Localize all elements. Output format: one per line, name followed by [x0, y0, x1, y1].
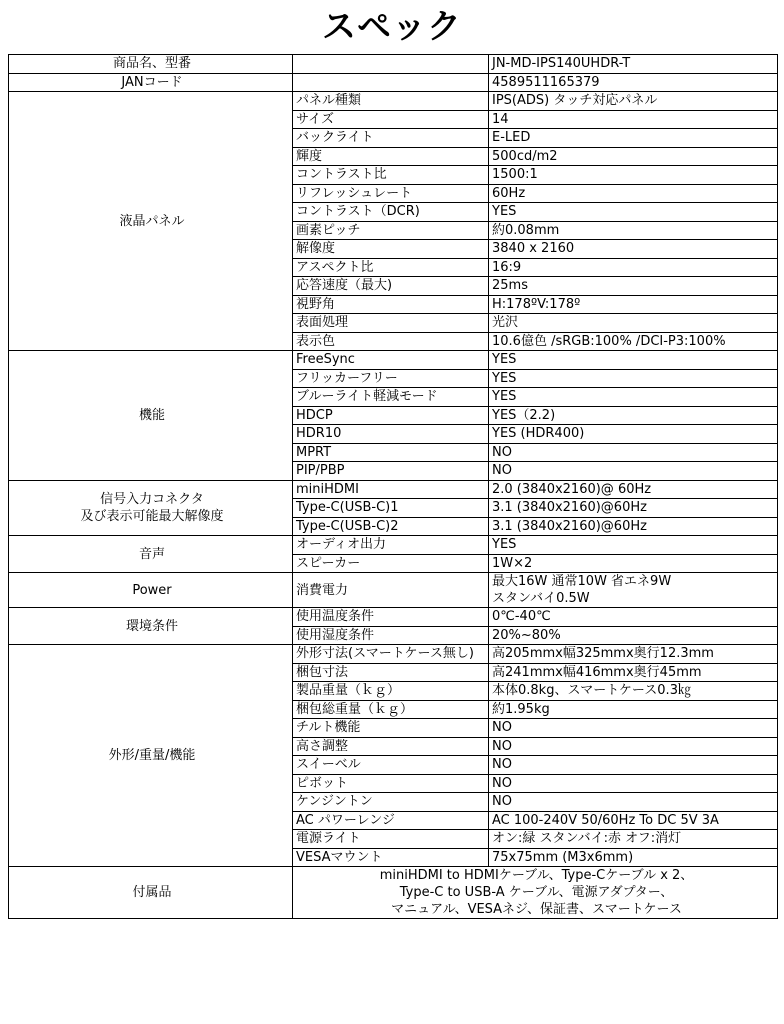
- spec-value: 1W×2: [489, 554, 778, 573]
- spec-key: バックライト: [293, 129, 489, 148]
- spec-value: 25ms: [489, 277, 778, 296]
- power-value-line1: 最大16W 通常10W 省エネ9W: [492, 574, 672, 589]
- spec-key: miniHDMI: [293, 480, 489, 499]
- spec-key: VESAマウント: [293, 848, 489, 867]
- spec-value: E-LED: [489, 129, 778, 148]
- inputs-label-line1: 信号入力コネクタ: [100, 491, 204, 507]
- spec-value: NO: [489, 462, 778, 481]
- spec-key: FreeSync: [293, 351, 489, 370]
- table-row: [9, 73, 778, 92]
- spec-value: 3.1 (3840x2160)@60Hz: [489, 517, 778, 536]
- spec-value: 1500:1: [489, 166, 778, 185]
- model-empty-cell: [293, 55, 489, 74]
- spec-value: オン:緑 スタンバイ:赤 オフ:消灯: [489, 830, 778, 849]
- accessories-line1: miniHDMI to HDMIケーブル、Type-Cケーブル x 2、: [379, 868, 694, 883]
- spec-key: 使用温度条件: [293, 608, 489, 627]
- table-row: [9, 645, 778, 664]
- spec-key: スイーベル: [293, 756, 489, 775]
- jan-value: 4589511165379: [489, 73, 778, 92]
- spec-key: 応答速度（最大): [293, 277, 489, 296]
- spec-value: YES: [489, 536, 778, 555]
- inputs-label-line2: 及び表示可能最大解像度: [80, 508, 224, 524]
- power-value-line2: スタンバイ0.5W: [492, 591, 590, 606]
- accessories-value: [293, 867, 778, 919]
- spec-key: 使用湿度条件: [293, 626, 489, 645]
- spec-value: NO: [489, 719, 778, 738]
- spec-key: パネル種類: [293, 92, 489, 111]
- accessories-section-label: 付属品: [9, 867, 293, 919]
- accessories-line3: マニュアル、VESAネジ、保証書、スマートケース: [391, 902, 682, 917]
- table-row: [9, 92, 778, 111]
- spec-value: 3.1 (3840x2160)@60Hz: [489, 499, 778, 518]
- spec-value: NO: [489, 737, 778, 756]
- spec-value: 2.0 (3840x2160)@ 60Hz: [489, 480, 778, 499]
- spec-value: 0℃-40℃: [489, 608, 778, 627]
- spec-value: 500cd/m2: [489, 147, 778, 166]
- spec-value: AC 100-240V 50/60Hz To DC 5V 3A: [489, 811, 778, 830]
- spec-value: NO: [489, 774, 778, 793]
- spec-value: YES (HDR400): [489, 425, 778, 444]
- environment-section-label: 環境条件: [9, 608, 293, 645]
- spec-value: YES（2.2): [489, 406, 778, 425]
- spec-value: YES: [489, 203, 778, 222]
- audio-section-label: 音声: [9, 536, 293, 573]
- jan-label: JANコード: [9, 73, 293, 92]
- spec-key: 梱包総重量（ｋｇ）: [293, 700, 489, 719]
- spec-value: 10.6億色 /sRGB:100% /DCI-P3:100%: [489, 332, 778, 351]
- table-row: [9, 573, 778, 608]
- spec-value: NO: [489, 443, 778, 462]
- spec-key: コントラスト（DCR): [293, 203, 489, 222]
- spec-key: アスペクト比: [293, 258, 489, 277]
- spec-key: ピボット: [293, 774, 489, 793]
- page-title: スペック: [322, 7, 462, 47]
- power-section-label: Power: [9, 573, 293, 608]
- spec-value: 約1.95kg: [489, 700, 778, 719]
- spec-key: チルト機能: [293, 719, 489, 738]
- spec-key: 視野角: [293, 295, 489, 314]
- spec-value: 約0.08mm: [489, 221, 778, 240]
- spec-key: 高さ調整: [293, 737, 489, 756]
- spec-value: 高205mmx幅325mmx奥行12.3mm: [489, 645, 778, 664]
- spec-key: 画素ピッチ: [293, 221, 489, 240]
- spec-value: 60Hz: [489, 184, 778, 203]
- spec-value: 3840 x 2160: [489, 240, 778, 259]
- spec-key: ブルーライト軽減モード: [293, 388, 489, 407]
- spec-value: NO: [489, 793, 778, 812]
- spec-key: オーディオ出力: [293, 536, 489, 555]
- spec-value: H:178ºV:178º: [489, 295, 778, 314]
- spec-key: MPRT: [293, 443, 489, 462]
- spec-value: 20%~80%: [489, 626, 778, 645]
- spec-value: 14: [489, 110, 778, 129]
- spec-table: [8, 54, 778, 919]
- table-row: [9, 536, 778, 555]
- spec-key: ケンジントン: [293, 793, 489, 812]
- table-row: [9, 480, 778, 499]
- spec-key: AC パワーレンジ: [293, 811, 489, 830]
- jan-empty-cell: [293, 73, 489, 92]
- spec-value: NO: [489, 756, 778, 775]
- model-value: JN-MD-IPS140UHDR-T: [489, 55, 778, 74]
- features-section-label: 機能: [9, 351, 293, 481]
- table-row: [9, 351, 778, 370]
- spec-value: 16:9: [489, 258, 778, 277]
- spec-key: 電源ライト: [293, 830, 489, 849]
- spec-key: 表示色: [293, 332, 489, 351]
- spec-key: HDR10: [293, 425, 489, 444]
- spec-key: フリッカーフリー: [293, 369, 489, 388]
- spec-key: 外形寸法(スマートケース無し): [293, 645, 489, 664]
- spec-value: 75x75mm (M3x6mm): [489, 848, 778, 867]
- spec-value: IPS(ADS) タッチ対応パネル: [489, 92, 778, 111]
- inputs-section-label: [9, 480, 293, 536]
- spec-key: Type-C(USB-C)1: [293, 499, 489, 518]
- spec-key: HDCP: [293, 406, 489, 425]
- accessories-line2: Type-C to USB-A ケーブル、電源アダプター、: [399, 885, 674, 900]
- spec-key: 梱包寸法: [293, 663, 489, 682]
- spec-value: 本体0.8kg、スマートケース0.3㎏: [489, 682, 778, 701]
- power-value: [489, 573, 778, 608]
- spec-key: スピーカー: [293, 554, 489, 573]
- spec-key: 輝度: [293, 147, 489, 166]
- table-row: [9, 867, 778, 919]
- spec-key: PIP/PBP: [293, 462, 489, 481]
- spec-key: 解像度: [293, 240, 489, 259]
- spec-key: コントラスト比: [293, 166, 489, 185]
- table-row: [9, 55, 778, 74]
- model-label: 商品名、型番: [9, 55, 293, 74]
- spec-key: Type-C(USB-C)2: [293, 517, 489, 536]
- spec-value: 高241mmx幅416mmx奥行45mm: [489, 663, 778, 682]
- physical-section-label: 外形/重量/機能: [9, 645, 293, 867]
- spec-value: YES: [489, 369, 778, 388]
- power-key: 消費電力: [293, 573, 489, 608]
- spec-key: 表面処理: [293, 314, 489, 333]
- table-row: [9, 608, 778, 627]
- spec-value: YES: [489, 388, 778, 407]
- spec-key: サイズ: [293, 110, 489, 129]
- spec-value: 光沢: [489, 314, 778, 333]
- spec-key: リフレッシュレート: [293, 184, 489, 203]
- panel-section-label: 液晶パネル: [9, 92, 293, 351]
- spec-key: 製品重量（ｋｇ）: [293, 682, 489, 701]
- spec-value: YES: [489, 351, 778, 370]
